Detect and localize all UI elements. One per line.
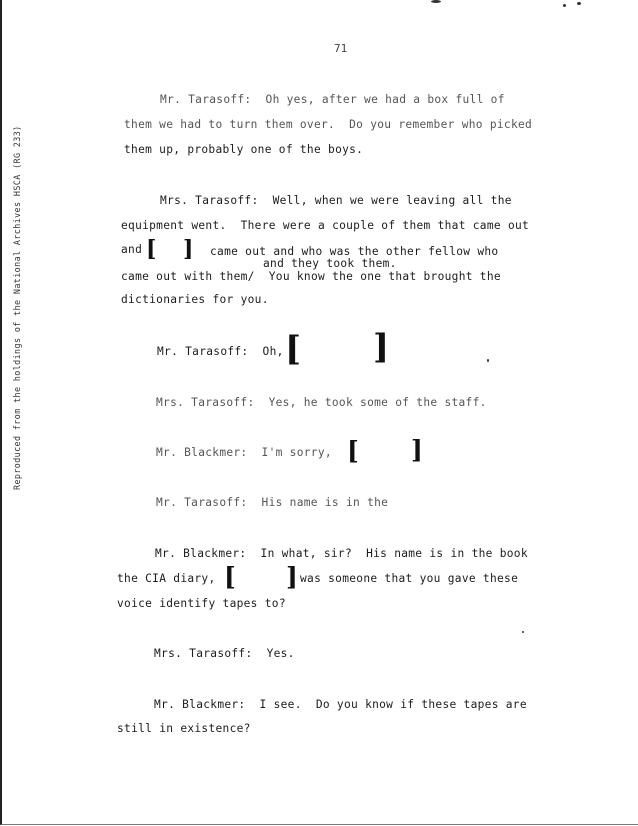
scan-speck [431, 0, 441, 3]
transcript-line: them we had to turn them over. Do you remember who picked [124, 118, 533, 131]
scan-speck [522, 631, 524, 633]
redaction-bracket-close: ] [286, 562, 298, 591]
transcript-line: voice identify tapes to? [117, 597, 286, 610]
transcript-line: was someone that you gave these [300, 572, 519, 585]
transcript-line: Mr. Tarasoff: Oh yes, after we had a box full of [160, 93, 505, 106]
redaction-bracket-open: [ [285, 329, 302, 369]
transcript-line: the CIA diary, [117, 572, 216, 585]
transcript-line: Mr. Tarasoff: Oh, [157, 345, 284, 358]
redaction-bracket-open: [ [347, 436, 359, 465]
transcript-line: them up, probably one of the boys. [124, 143, 364, 156]
transcript-line: Mr. Blackmer: I see. Do you know if these tapes are [154, 698, 527, 711]
transcript-line: Mrs. Tarasoff: Yes. [154, 647, 295, 660]
redaction-bracket-open: [ [224, 562, 236, 591]
transcript-line: dictionaries for you. [121, 293, 269, 306]
archive-stamp: Reproduced from the holdings of the National Archives HSCA (RG 233) [12, 125, 22, 490]
transcript-line: Mr. Blackmer: I'm sorry, [156, 446, 332, 459]
redaction-bracket-close: ] [411, 435, 423, 464]
transcript-line: equipment went. There were a couple of them that came out [121, 219, 530, 232]
transcript-line: and [121, 243, 143, 256]
scan-speck [577, 2, 581, 5]
transcript-line: Mrs. Tarasoff: Yes, he took some of the staff. [156, 396, 487, 409]
redaction-bracket-close: ] [183, 236, 194, 262]
transcript-line: Mr. Tarasoff: His name is in the [156, 496, 389, 509]
transcript-line: Mr. Blackmer: In what, sir? His name is in the book [155, 547, 528, 560]
redaction-bracket-close: ] [373, 327, 390, 367]
scan-speck [563, 4, 566, 7]
redaction-bracket-open: [ [146, 236, 157, 262]
scan-speck [487, 359, 489, 362]
transcript-line: still in existence? [117, 722, 251, 735]
transcript-line: came out with them/ You know the one that brought the [121, 270, 501, 283]
page-number: 71 [334, 42, 348, 55]
transcript-insert: and they took them. [263, 257, 397, 270]
transcript-line: Mrs. Tarasoff: Well, when we were leaving all the [160, 194, 512, 207]
transcript-line: came out and who was the other fellow who [210, 245, 499, 258]
